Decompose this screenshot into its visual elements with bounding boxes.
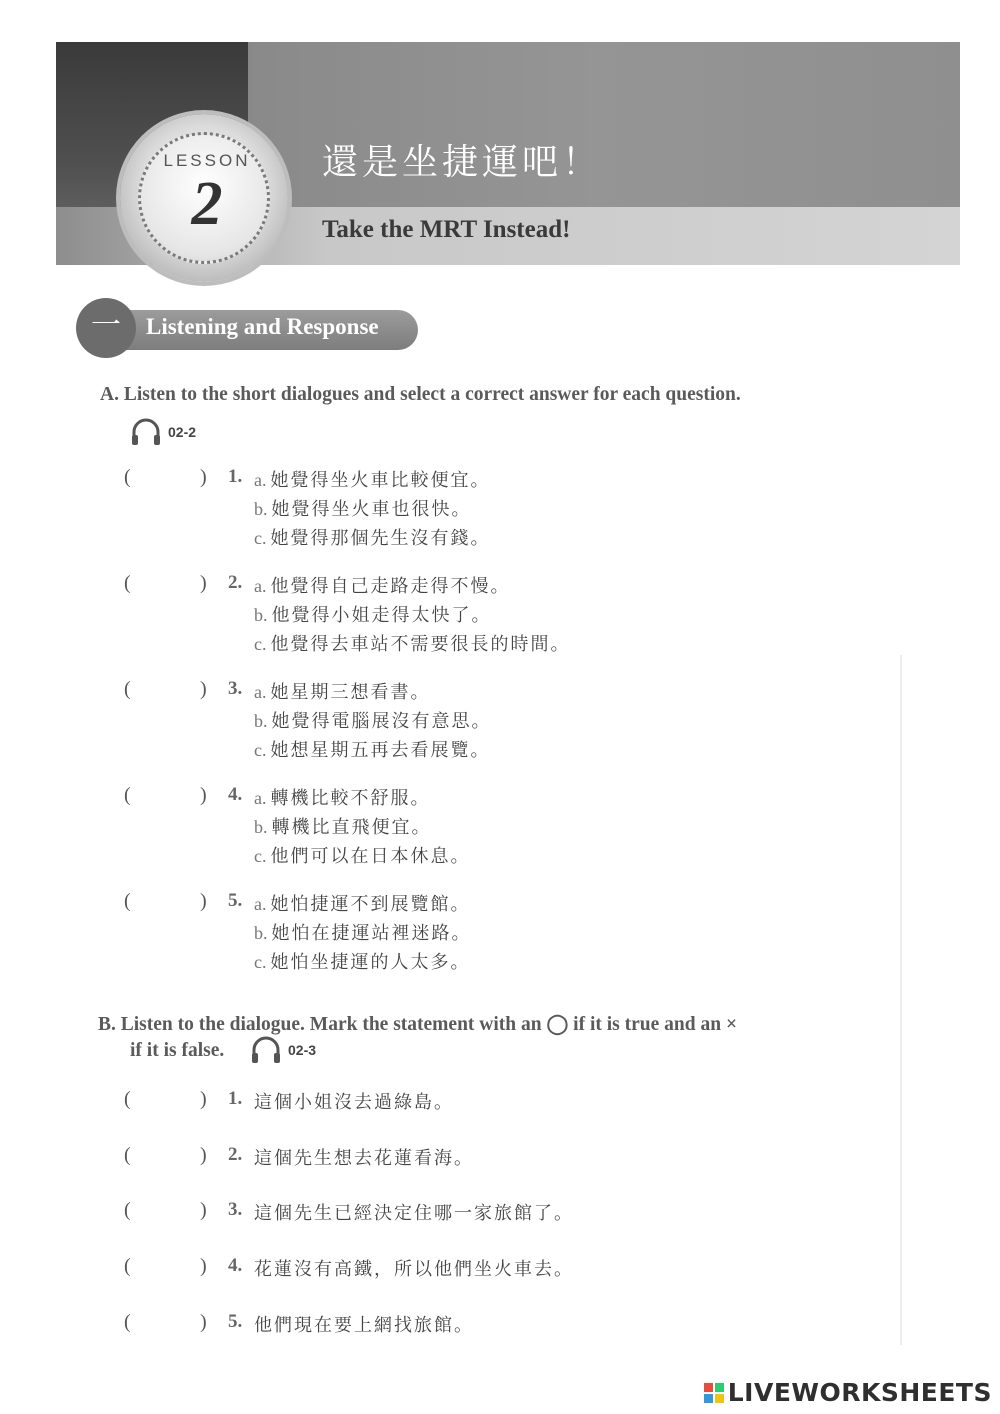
lesson-word: LESSON bbox=[163, 151, 251, 170]
logo-square bbox=[704, 1394, 713, 1403]
lesson-banner bbox=[56, 42, 960, 268]
answer-blank-close: ) bbox=[200, 572, 207, 594]
headphones-icon bbox=[130, 418, 162, 446]
part-a-audio[interactable] bbox=[130, 418, 196, 446]
option-text: 轉機比直飛便宜。 bbox=[271, 817, 432, 838]
lesson-title-english: Take the MRT Instead! bbox=[322, 216, 571, 243]
part-b-instruction-line1: B. Listen to the dialogue. Mark the statement with an ◯ if it is true and an × bbox=[98, 1014, 738, 1035]
answer-option[interactable] bbox=[254, 736, 491, 762]
statement-number: 4. bbox=[228, 1255, 243, 1276]
section-title: Listening and Response bbox=[146, 314, 379, 339]
answer-blank-open: ( bbox=[124, 1144, 131, 1166]
statement-text: 這個小姐沒去過綠島。 bbox=[254, 1092, 454, 1113]
option-text: 她怕捷運不到展覽館。 bbox=[270, 894, 471, 915]
answer-option[interactable] bbox=[254, 890, 471, 916]
lesson-title-chinese: 還是坐捷運吧！ bbox=[322, 142, 603, 183]
logo-square bbox=[715, 1383, 724, 1392]
option-letter: a. bbox=[254, 576, 267, 596]
answer-blank-close: ) bbox=[200, 678, 207, 700]
answer-blank-close: ) bbox=[200, 890, 207, 912]
answer-blank-open: ( bbox=[124, 1199, 131, 1221]
answer-option[interactable] bbox=[254, 572, 511, 598]
option-letter: a. bbox=[254, 788, 267, 808]
option-text: 她覺得坐火車也很快。 bbox=[271, 499, 472, 520]
question-number: 3. bbox=[228, 678, 243, 699]
option-letter: a. bbox=[254, 682, 267, 702]
answer-blank-close: ) bbox=[200, 1311, 207, 1333]
option-letter: c. bbox=[254, 846, 267, 866]
answer-blank-open: ( bbox=[124, 784, 131, 806]
answer-blank-close: ) bbox=[200, 1088, 207, 1110]
answer-option[interactable] bbox=[254, 813, 432, 839]
option-text: 他覺得小姐走得太快了。 bbox=[271, 605, 492, 626]
audio-track-code: 02-2 bbox=[168, 424, 197, 440]
option-text: 她怕坐捷運的人太多。 bbox=[270, 952, 471, 973]
headphones-icon bbox=[250, 1036, 282, 1064]
option-text: 她怕在捷運站裡迷路。 bbox=[271, 923, 472, 944]
answer-blank-open: ( bbox=[124, 1255, 131, 1277]
answer-blank-open: ( bbox=[124, 890, 131, 912]
answer-blank-open: ( bbox=[124, 572, 131, 594]
option-text: 他覺得去車站不需要很長的時間。 bbox=[270, 634, 571, 655]
option-text: 她覺得那個先生沒有錢。 bbox=[270, 528, 491, 549]
answer-blank-open: ( bbox=[124, 1088, 131, 1110]
statement-number: 1. bbox=[228, 1088, 243, 1109]
option-letter: b. bbox=[254, 605, 268, 625]
lesson-number: 2 bbox=[191, 170, 223, 238]
answer-option[interactable] bbox=[254, 524, 491, 550]
answer-blank-close: ) bbox=[200, 466, 207, 488]
question-number: 2. bbox=[228, 572, 243, 593]
option-text: 她想星期五再去看展覽。 bbox=[270, 740, 491, 761]
answer-blank-close: ) bbox=[200, 1144, 207, 1166]
answer-option[interactable] bbox=[254, 919, 472, 945]
part-b-instruction-line2: if it is false. bbox=[130, 1040, 225, 1061]
logo-square bbox=[704, 1383, 713, 1392]
part-b-audio[interactable] bbox=[250, 1036, 316, 1064]
answer-option[interactable] bbox=[254, 948, 471, 974]
statement-text: 這個先生已經決定住哪一家旅館了。 bbox=[254, 1203, 574, 1224]
option-text: 他覺得自己走路走得不慢。 bbox=[270, 576, 511, 597]
answer-blank-open: ( bbox=[124, 466, 131, 488]
option-text: 她覺得坐火車比較便宜。 bbox=[270, 470, 491, 491]
answer-option[interactable] bbox=[254, 630, 571, 656]
lesson-badge bbox=[120, 114, 288, 282]
option-letter: b. bbox=[254, 923, 268, 943]
option-letter: a. bbox=[254, 470, 267, 490]
question-number: 5. bbox=[228, 890, 243, 911]
part-a-instruction: A. Listen to the short dialogues and select a correct answer for each question. bbox=[100, 384, 741, 405]
option-letter: c. bbox=[254, 740, 267, 760]
statement-text: 這個先生想去花蓮看海。 bbox=[254, 1148, 474, 1169]
answer-option[interactable] bbox=[254, 601, 492, 627]
question-number: 1. bbox=[228, 466, 243, 487]
question-number: 4. bbox=[228, 784, 243, 805]
answer-blank-close: ) bbox=[200, 1199, 207, 1221]
lesson-badge-inner bbox=[138, 132, 270, 264]
answer-option[interactable] bbox=[254, 707, 492, 733]
statement-number: 5. bbox=[228, 1311, 243, 1332]
scan-edge-line bbox=[900, 655, 902, 1345]
logo-square bbox=[715, 1394, 724, 1403]
option-text: 他們可以在日本休息。 bbox=[270, 846, 471, 867]
option-letter: b. bbox=[254, 499, 268, 519]
answer-option[interactable] bbox=[254, 784, 431, 810]
answer-option[interactable] bbox=[254, 842, 471, 868]
answer-blank-open: ( bbox=[124, 1311, 131, 1333]
liveworksheets-logo bbox=[704, 1378, 992, 1407]
answer-option[interactable] bbox=[254, 466, 491, 492]
option-letter: c. bbox=[254, 528, 267, 548]
statement-number: 2. bbox=[228, 1144, 243, 1165]
option-letter: c. bbox=[254, 634, 267, 654]
option-letter: b. bbox=[254, 817, 268, 837]
statement-text: 他們現在要上網找旅館。 bbox=[254, 1315, 474, 1336]
brand-name: LIVEWORKSHEETS bbox=[727, 1378, 992, 1407]
answer-option[interactable] bbox=[254, 678, 431, 704]
option-text: 她星期三想看書。 bbox=[270, 682, 431, 703]
option-letter: a. bbox=[254, 894, 267, 914]
answer-blank-close: ) bbox=[200, 784, 207, 806]
logo-icon bbox=[704, 1383, 724, 1403]
audio-track-code: 02-3 bbox=[288, 1042, 317, 1058]
answer-option[interactable] bbox=[254, 495, 472, 521]
statement-text: 花蓮沒有高鐵，所以他們坐火車去。 bbox=[254, 1259, 574, 1280]
option-text: 她覺得電腦展沒有意思。 bbox=[271, 711, 492, 732]
option-letter: b. bbox=[254, 711, 268, 731]
section-marker: 一 bbox=[76, 298, 136, 358]
option-text: 轉機比較不舒服。 bbox=[270, 788, 431, 809]
option-letter: c. bbox=[254, 952, 267, 972]
answer-blank-close: ) bbox=[200, 1255, 207, 1277]
answer-blank-open: ( bbox=[124, 678, 131, 700]
statement-number: 3. bbox=[228, 1199, 243, 1220]
